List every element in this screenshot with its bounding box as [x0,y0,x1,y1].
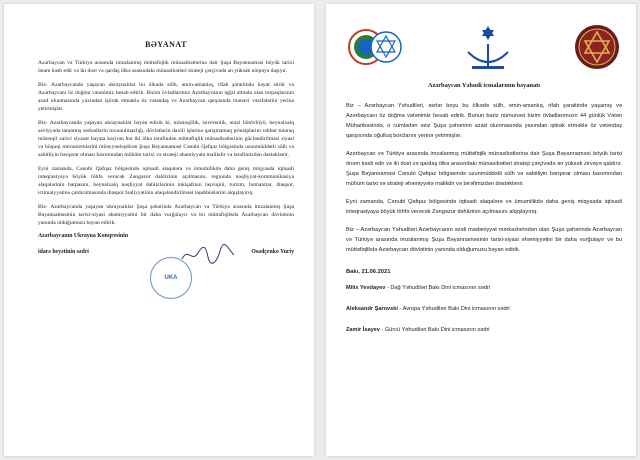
left-paragraph-5: Biz- Azərbaycanda yaşayan ukraynalılar Şuşa şəhərində Azərbaycan və Türkiyə arasında imzalanmış Şuşa Bəyannaməsinin tarixi-siyasi əhəmiyyətini bir daha vurğulayır və bu müttəfiqlikdə Azərbaycan dövlətinin yanında olduğumuzu bəyan edirik. [38,204,294,226]
left-paragraph-4: Eyni zamanda, Cənubi Qafqaz bölgəsində iqtisadi əlaqələrə və ümumilikdə daha geniş miqyasda iqtisadi inteqrasiyaya böyük töhfə verəcək Zəngəzur dəhlizinin açılmasını, regionda nəqliyyat-kommunikasiya əlaqələrinin bərpasını, beynəlxalq nəqliyyat dəhlizlərinin inkişafının təşviqini, turizm, humanitar, diaspor, ictimaiyyətinə çatdırılmasında diaspor fəaliyyətinin əlaqələndirilməsi təşəbbüslərini alqışlayırıq. [38,166,294,196]
right-paragraph-3: Eyni zamanda, Cənubi Qafqaz bölgəsində iqtisadi əlaqələrə və ümumilikdə daha geniş miqyasda iqtisadi inteqrasiyaya böyük töhfə verəcək Zəngəzur dəhlizinin açılmasını alqışlayırıq. [346,199,622,215]
left-page-title: BƏYANAT [145,40,187,49]
signer-1 [346,285,622,291]
signer-3-role: - Gürcü Yəhudiləri Bakı Dini icmasının sədri [379,327,490,333]
left-signer-name: Osadçenko Yuriy [251,249,294,255]
star-of-david-emblem-icon [572,22,622,72]
right-page-title: Azərbaycan Yəhudi icmalarının bəyanatı [427,82,541,89]
left-paragraph-3: Biz- Azərbaycanda yaşayan ukraynalılar bəyan edirik ki, müstəqillik, suverenlik, ərazi bütövlüyü, beynəlxalq səviyyədə tanınmış sərhədlərin toxunulmazlığı, dövlətlərin daxili işlərinə qarışmamaq prinsiplərini rəhbər tutaraq müstəqil xarici siyasət həyata keçirən hər iki ölkə tərəfindən müttəfiqlik münasibətlərinin gücləndirilməsi siyasi və hüquqi mexanizmlərini müəyyənləşdirən Şuşa Bəyannaməsi Cənubi Qafqaz bölgəsində uzunmüddətli sülh və sabitliyin bərqərar olması baxımından mühüm tarixi və strateji əhəmiyyətə malikdir və tərəfimizdən dəstəklənir. [38,120,294,158]
left-paragraph-2: Biz- Azərbaycanda yaşayan ukraynalılar bu ölkədə sülh, əmin-amanlıq, rifah şəraitində həyat sürür və Azərbaycanı öz doğma vətənimiz hesab edirik. Bizim övladlarımız Azərbaycanın işğal altında olan torpaqlarının azad olunmasında yaxından iştirak etməklə öz vətəndaş və Azərbaycan qarşısında mənəvi vəzifələrini yerinə yetirmişlər. [38,82,294,112]
right-paragraph-1: Biz – Azərbaycan Yəhudiləri, əsrlər boyu bu ölkədə sülh, əmin-amanlıq, rifah şəraitində yaşamış və Azərbaycanı öz doğma vətənimiz hesab edirik. Bunun bariz nümunəsi bizim övladlarımızın 44 günlük Vətən Müharibəsində, o cümlədən əziz Şuşa şəhərinin azad olunmasında yaxından iştirak etməklə öz vətəndaş qarşısında oğulluq borclarını yerinə yetirmişlər. [346,103,622,139]
signer-1-name: Milix Yevdayev [346,285,386,291]
right-document-page [326,4,636,456]
signer-2 [346,306,622,312]
signer-3-name: Zamir İsayev [346,327,380,333]
left-org-role: idarə heyətinin sədri [38,249,89,255]
left-paragraph-1: Azərbaycan və Türkiyə arasında imzalanmış müttəfiqlik münasibətlərinə dair Şuşa Bəyannaməsi böyük tarixi önəm kəsb edir və iki dost və qardaş ölkə arasındakı münasibətləri strateji çərçivədə ən yüksək nöqtəyə daşıyır. [38,60,294,74]
community-emblem-left-icon [346,22,404,72]
uka-stamp-icon [150,257,192,299]
signer-1-role: - Dağ Yəhudiləri Bakı Dini icmasının sədri [385,285,491,291]
signer-2-name: Aleksandr Şarovski [346,306,398,312]
stamp-text: UKA [164,275,178,281]
signer-3 [346,327,622,333]
left-document-page [4,4,314,456]
left-org-name: Azərbaycanın Ukrayna Konqresinin [38,233,129,239]
signer-2-role: - Avropa Yəhudiləri Bakı Dini icmasının sədri [397,306,510,312]
menorah-emblem-icon [458,22,518,72]
right-paragraph-2: Azərbaycan və Türkiyə arasında imzalanmış müttəfiqlik münasibətlərinə dair Şuşa Bəyannaməsi böyük tarixi önəm kəsb edir və iki dost və qardaş ölkə arasındakı münasibətləri strateji çərçivədə ən yüksək zirvəyə qaldırır. Şuşa Bəyannaməsi Cənubi Qafqaz bölgəsində uzunmüddətli sülh və sabitliyin bərqərar olması baxımından mühüm tarixi və strateji əhəmiyyətə malikdir və tərəfimizdən dəstəklənir. [346,151,622,187]
logo-row [346,20,622,74]
statement-date: Bakı, 21.06.2021 [346,269,391,275]
right-paragraph-4: Biz – Azərbaycan Yəhudiləri Azərbaycanın əzəli mədəniyyət mərkəzlərindən olan Şuşa şəhərində Azərbaycan və Türkiyə arasında imzalanmış Şuşa Bəyannaməsinin tarixi-siyasi əhəmiyyətini bir daha vurğulayır və bu müttəfiqlikdə Azərbaycan dövlətinin yanında olduğumuzu bəyan edirik. [346,227,622,253]
